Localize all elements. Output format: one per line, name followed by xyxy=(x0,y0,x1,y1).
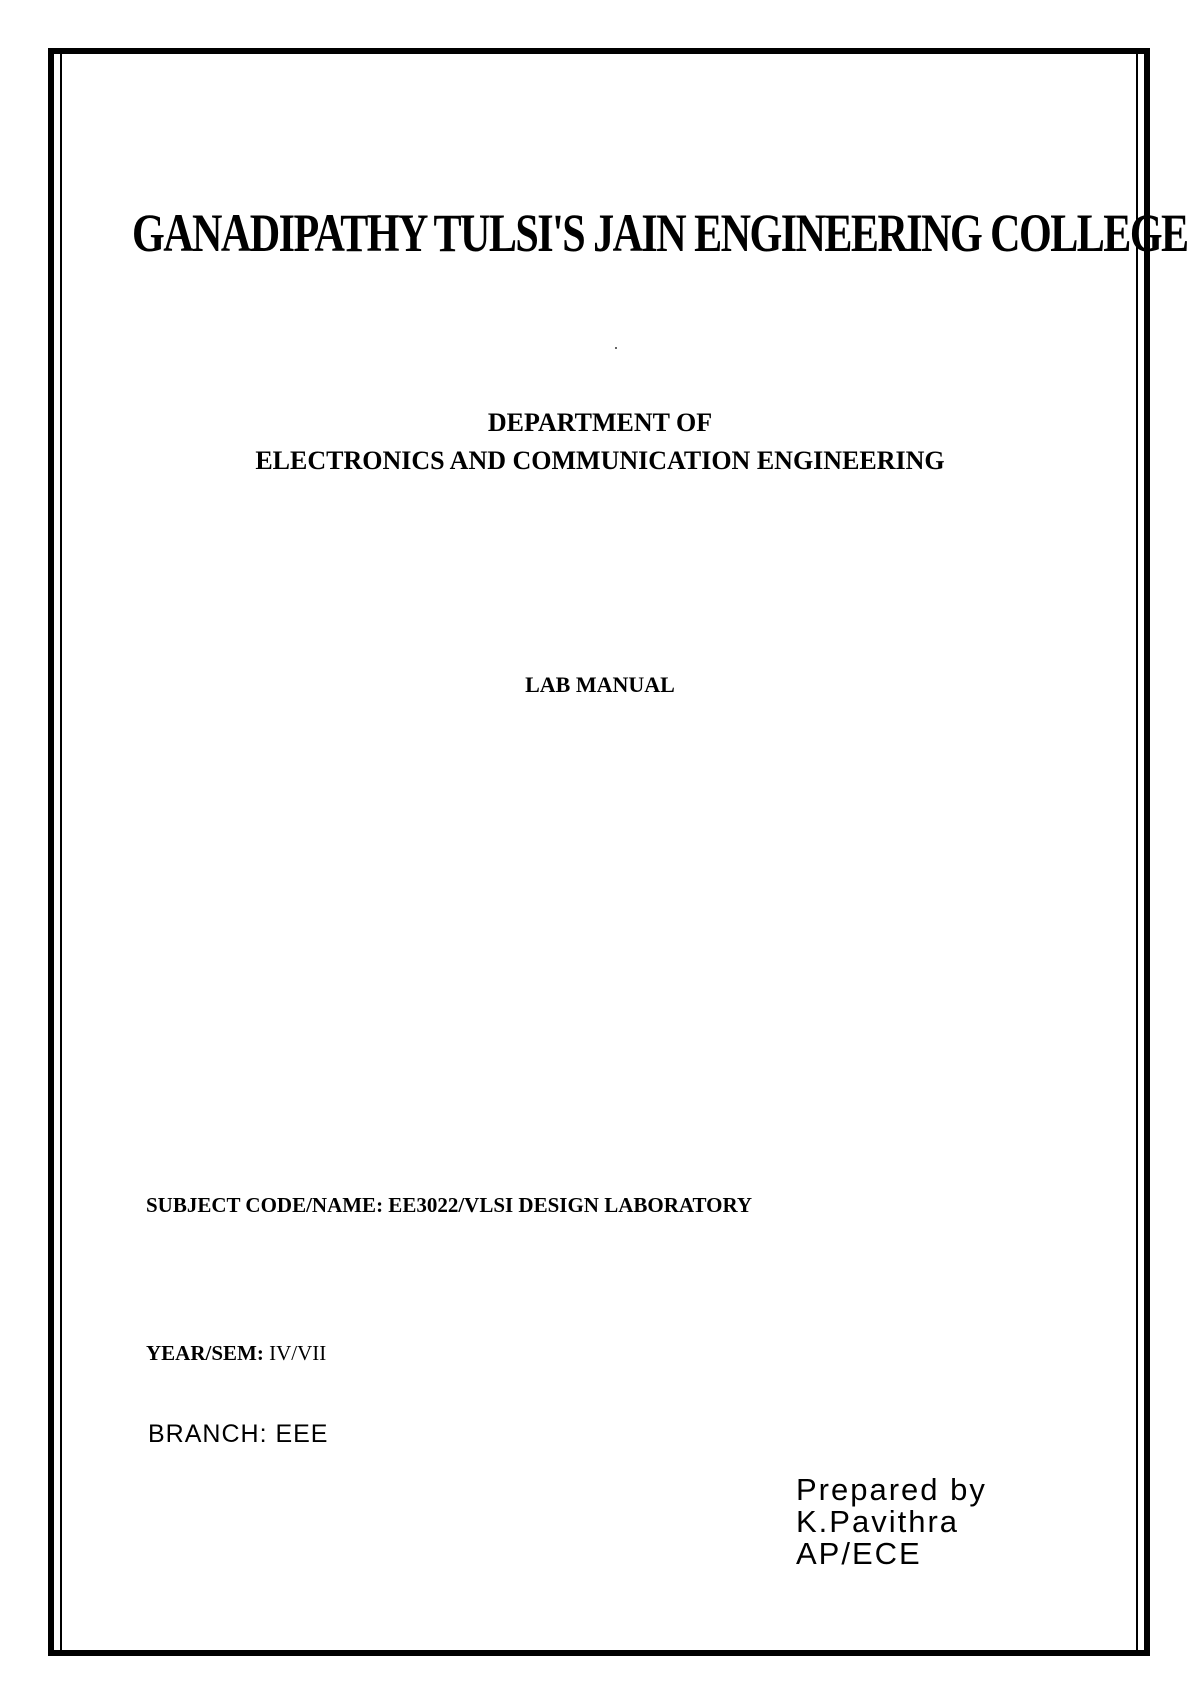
subject-code-name: SUBJECT CODE/NAME: EE3022/VLSI DESIGN LABORATORY xyxy=(146,1193,753,1217)
year-sem-label: YEAR/SEM: xyxy=(146,1341,264,1365)
college-name: GANADIPATHY TULSI'S JAIN ENGINEERING COLLEGE xyxy=(132,203,1188,263)
department-name: ELECTRONICS AND COMMUNICATION ENGINEERING xyxy=(255,446,945,475)
year-sem-value: IV/VII xyxy=(263,1341,327,1365)
department-heading: DEPARTMENT OF xyxy=(487,408,713,437)
branch: BRANCH: EEE xyxy=(148,1420,329,1448)
stray-dot xyxy=(615,347,617,349)
page-border xyxy=(48,48,1188,1656)
prepared-by-label: Prepared by xyxy=(796,1472,987,1507)
author-name: K.Pavithra xyxy=(796,1504,960,1539)
author-designation: AP/ECE xyxy=(796,1536,922,1571)
year-sem xyxy=(146,1341,326,1366)
prepared-by-block xyxy=(796,1474,987,1570)
document-type: LAB MANUAL xyxy=(525,672,675,697)
